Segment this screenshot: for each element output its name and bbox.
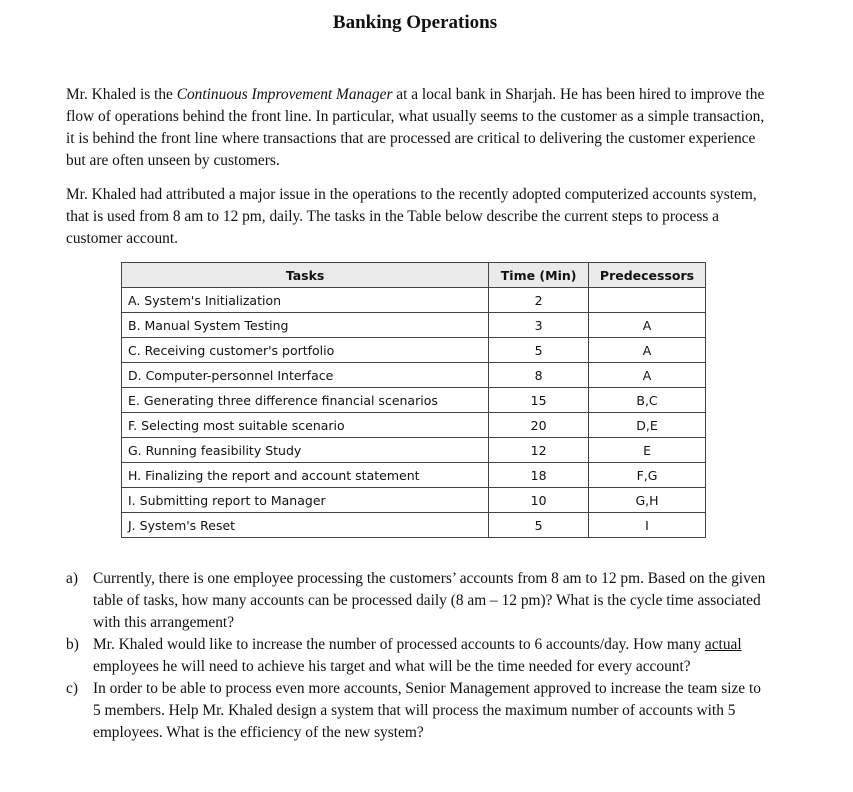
task-cell: A. System's Initialization (122, 288, 489, 313)
time-cell: 3 (489, 313, 589, 338)
predecessor-cell: G,H (589, 488, 706, 513)
intro-text-end: at a local bank in Sharjah. He has been hired to improve the flow of operations behind the front line. In particular, what usually seems to the customer as a simple transaction, it is behind the front line where transactions that are processed are critical to delivering the customer experience but are often unseen by customers. (66, 86, 765, 169)
task-cell: I. Submitting report to Manager (122, 488, 489, 513)
predecessor-cell: D,E (589, 413, 706, 438)
time-cell: 5 (489, 513, 589, 538)
question-text: Currently, there is one employee processing the customers’ accounts from 8 am to 12 pm. Based on the given table of tasks, how many accounts can be processed daily (8 am – 12 pm)? What is the cycle time associated with this arrangement? (93, 570, 766, 631)
document-title: Banking Operations (332, 12, 498, 33)
question-text-end: employees he will need to achieve his target and what will be the time needed for every account? (93, 658, 691, 675)
question-marker: b) (66, 636, 79, 653)
table-row (122, 313, 706, 338)
time-cell: 20 (489, 413, 589, 438)
time-cell: 12 (489, 438, 589, 463)
intro-role-italic: Continuous Improvement Manager (176, 86, 393, 103)
task-cell: C. Receiving customer's portfolio (122, 338, 489, 363)
table-row (122, 513, 706, 538)
tasks-table (121, 262, 706, 538)
predecessor-cell: A (589, 363, 706, 388)
predecessor-cell (589, 288, 706, 313)
table-row (122, 488, 706, 513)
time-cell: 8 (489, 363, 589, 388)
task-cell: B. Manual System Testing (122, 313, 489, 338)
question-a (66, 568, 766, 634)
task-cell: D. Computer-personnel Interface (122, 363, 489, 388)
predecessor-cell: A (589, 313, 706, 338)
question-text-start: Mr. Khaled would like to increase the number of processed accounts to 6 accounts/day. How many (93, 636, 705, 653)
table-header-row (122, 263, 706, 288)
task-cell: H. Finalizing the report and account statement (122, 463, 489, 488)
table-row (122, 438, 706, 463)
header-time: Time (Min) (489, 263, 589, 288)
predecessor-cell: F,G (589, 463, 706, 488)
header-predecessors: Predecessors (589, 263, 706, 288)
underlined-word: actual (704, 636, 742, 653)
time-cell: 10 (489, 488, 589, 513)
predecessor-cell: I (589, 513, 706, 538)
task-cell: E. Generating three difference financial scenarios (122, 388, 489, 413)
question-b (66, 634, 766, 678)
header-tasks: Tasks (122, 263, 489, 288)
question-text: In order to be able to process even more accounts, Senior Management approved to increase the team size to 5 members. Help Mr. Khaled design a system that will process the maximum number of accounts with 5 employees. What is the efficiency of the new system? (93, 680, 761, 741)
table-row (122, 413, 706, 438)
context-paragraph: Mr. Khaled had attributed a major issue in the operations to the recently adopted computerized accounts system, that is used from 8 am to 12 pm, daily. The tasks in the Table below describe the current steps to process a customer account. (66, 186, 757, 247)
intro-text-start: Mr. Khaled is the (66, 86, 177, 103)
question-c (66, 678, 766, 744)
task-cell: J. System's Reset (122, 513, 489, 538)
predecessor-cell: E (589, 438, 706, 463)
time-cell: 18 (489, 463, 589, 488)
table-row (122, 363, 706, 388)
question-marker: c) (66, 680, 78, 697)
task-cell: G. Running feasibility Study (122, 438, 489, 463)
time-cell: 15 (489, 388, 589, 413)
question-marker: a) (66, 570, 78, 587)
task-cell: F. Selecting most suitable scenario (122, 413, 489, 438)
predecessor-cell: B,C (589, 388, 706, 413)
time-cell: 2 (489, 288, 589, 313)
table-row (122, 338, 706, 363)
questions-list (66, 568, 766, 744)
table-row (122, 463, 706, 488)
table-row (122, 288, 706, 313)
intro-paragraph (66, 84, 766, 172)
time-cell: 5 (489, 338, 589, 363)
table-row (122, 388, 706, 413)
predecessor-cell: A (589, 338, 706, 363)
